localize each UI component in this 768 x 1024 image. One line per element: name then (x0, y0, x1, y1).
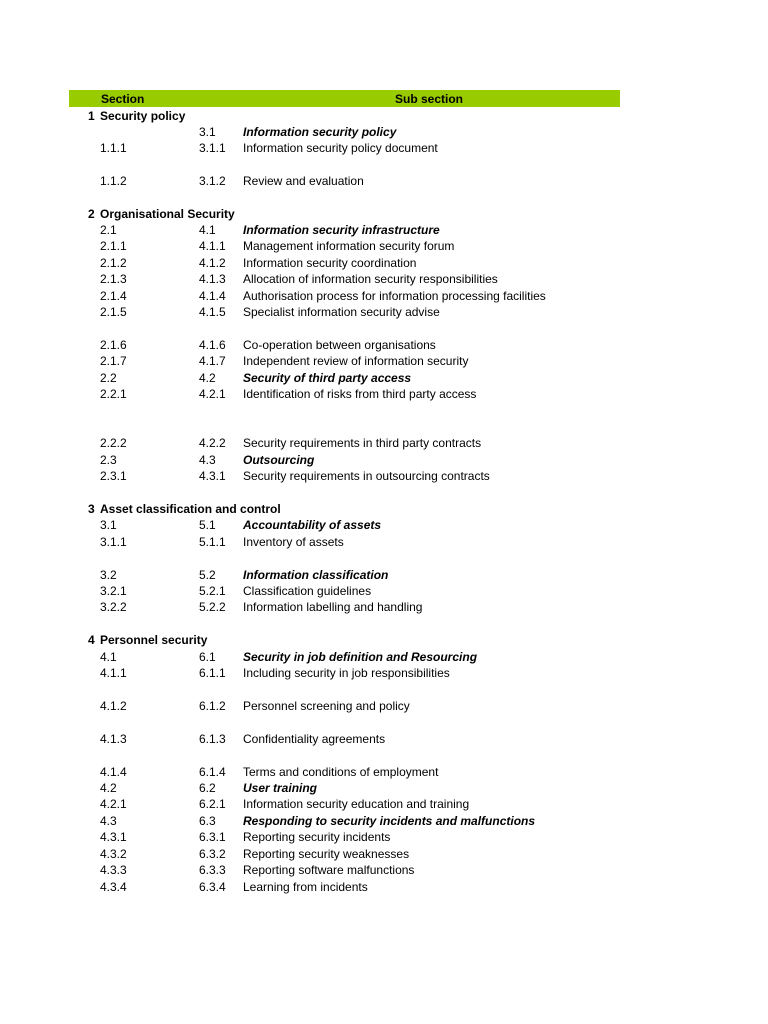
section-code: 2.1.4 (100, 289, 127, 303)
subsection-text: Reporting security incidents (243, 830, 391, 844)
section-code: 3.1.1 (100, 535, 127, 549)
subsection-code: 4.3.1 (199, 469, 226, 483)
subsection-code: 6.3.2 (199, 847, 226, 861)
table-row (0, 847, 768, 863)
subsection-heading-row (0, 223, 768, 239)
subsection-code: 4.1.4 (199, 289, 226, 303)
subsection-code: 5.2.1 (199, 584, 226, 598)
table-row (0, 584, 768, 600)
table-row (0, 830, 768, 846)
section-code: 2.1 (100, 223, 117, 237)
section-group-row (0, 109, 768, 125)
subsection-text: Co-operation between organisations (243, 338, 436, 352)
subsection-code: 4.1.6 (199, 338, 226, 352)
subsection-text: Classification guidelines (243, 584, 372, 598)
section-code: 3.2.1 (100, 584, 127, 598)
table-row (0, 239, 768, 255)
section-code: 2.1.3 (100, 272, 127, 286)
subsection-code: 4.2.1 (199, 387, 226, 401)
section-code: 4.3 (100, 814, 117, 828)
table-row (0, 666, 768, 682)
subsection-code: 4.1.7 (199, 354, 226, 368)
subsection-code: 4.1 (199, 223, 216, 237)
section-code: 2.1.7 (100, 354, 127, 368)
table-row (0, 535, 768, 551)
section-code: 4.3.4 (100, 880, 127, 894)
table-row (0, 797, 768, 813)
subsection-text: Security requirements in third party contracts (243, 436, 482, 450)
subsection-code: 6.1.3 (199, 732, 226, 746)
section-group-row (0, 502, 768, 518)
subsection-heading: Security in job definition and Resourcing (243, 650, 478, 664)
table-row (0, 436, 768, 452)
subsection-text: Reporting software malfunctions (243, 863, 415, 877)
subsection-heading-row (0, 814, 768, 830)
table-row (0, 863, 768, 879)
subsection-text: Management information security forum (243, 239, 455, 253)
section-code: 4.1.3 (100, 732, 127, 746)
section-code: 2.2.2 (100, 436, 127, 450)
subsection-text: Allocation of information security responsibilities (243, 272, 498, 286)
subsection-code: 5.1 (199, 518, 216, 532)
subsection-text: Information security policy document (243, 141, 438, 155)
subsection-code: 4.2 (199, 371, 216, 385)
subsection-text: Terms and conditions of employment (243, 765, 439, 779)
section-code: 4.1.2 (100, 699, 127, 713)
section-code: 4.2.1 (100, 797, 127, 811)
section-title: Personnel security (100, 633, 208, 647)
subsection-column-header: Sub section (395, 92, 464, 106)
subsection-code: 6.1.2 (199, 699, 226, 713)
subsection-code: 6.1.4 (199, 765, 226, 779)
table-row (0, 354, 768, 370)
subsection-heading: Accountability of assets (243, 518, 382, 532)
table-row (0, 305, 768, 321)
table-row (0, 289, 768, 305)
subsection-code: 3.1.2 (199, 174, 226, 188)
subsection-code: 6.2.1 (199, 797, 226, 811)
section-number: 1 (88, 109, 95, 123)
section-code: 3.1 (100, 518, 117, 532)
subsection-code: 5.2.2 (199, 600, 226, 614)
section-group-row (0, 633, 768, 649)
subsection-heading: Security of third party access (243, 371, 412, 385)
subsection-heading-row (0, 371, 768, 387)
section-code: 4.1 (100, 650, 117, 664)
subsection-text: Information labelling and handling (243, 600, 423, 614)
subsection-heading-row (0, 650, 768, 666)
section-code: 1.1.2 (100, 174, 127, 188)
section-group-row (0, 207, 768, 223)
section-code: 2.2.1 (100, 387, 127, 401)
subsection-code: 4.1.3 (199, 272, 226, 286)
table-row (0, 338, 768, 354)
subsection-code: 3.1.1 (199, 141, 226, 155)
subsection-text: Including security in job responsibilities (243, 666, 450, 680)
subsection-text: Information security coordination (243, 256, 417, 270)
subsection-heading-row (0, 453, 768, 469)
subsection-code: 4.1.5 (199, 305, 226, 319)
subsection-heading-row (0, 125, 768, 141)
subsection-heading: User training (243, 781, 318, 795)
subsection-heading-row (0, 568, 768, 584)
subsection-code: 6.1 (199, 650, 216, 664)
section-number: 3 (88, 502, 95, 516)
subsection-text: Identification of risks from third party access (243, 387, 477, 401)
subsection-heading-row (0, 781, 768, 797)
table-row (0, 387, 768, 403)
table-row (0, 600, 768, 616)
subsection-code: 5.1.1 (199, 535, 226, 549)
subsection-code: 4.3 (199, 453, 216, 467)
section-number: 4 (88, 633, 95, 647)
table-row (0, 272, 768, 288)
section-code: 2.1.2 (100, 256, 127, 270)
subsection-code: 5.2 (199, 568, 216, 582)
section-column-header: Section (101, 92, 145, 106)
subsection-heading-row (0, 518, 768, 534)
section-code: 2.1.5 (100, 305, 127, 319)
subsection-text: Specialist information security advise (243, 305, 440, 319)
table-row (0, 469, 768, 485)
table-row (0, 732, 768, 748)
subsection-heading: Information security policy (243, 125, 397, 139)
subsection-code: 6.3.1 (199, 830, 226, 844)
subsection-code: 6.3.3 (199, 863, 226, 877)
section-code: 4.3.1 (100, 830, 127, 844)
section-code: 4.1.1 (100, 666, 127, 680)
table-row (0, 880, 768, 896)
section-code: 2.2 (100, 371, 117, 385)
section-code: 2.3.1 (100, 469, 127, 483)
subsection-text: Confidentiality agreements (243, 732, 386, 746)
section-code: 4.3.2 (100, 847, 127, 861)
subsection-text: Information security education and training (243, 797, 470, 811)
subsection-text: Review and evaluation (243, 174, 364, 188)
subsection-code: 4.1.1 (199, 239, 226, 253)
table-row (0, 765, 768, 781)
subsection-text: Independent review of information security (243, 354, 469, 368)
section-code: 4.2 (100, 781, 117, 795)
section-number: 2 (88, 207, 95, 221)
subsection-code: 6.3.4 (199, 880, 226, 894)
table-row (0, 699, 768, 715)
subsection-code: 4.2.2 (199, 436, 226, 450)
section-title: Asset classification and control (100, 502, 281, 516)
subsection-text: Learning from incidents (243, 880, 368, 894)
section-code: 4.3.3 (100, 863, 127, 877)
section-code: 2.1.6 (100, 338, 127, 352)
subsection-heading: Outsourcing (243, 453, 315, 467)
subsection-heading: Information classification (243, 568, 389, 582)
section-code: 3.2.2 (100, 600, 127, 614)
section-code: 2.1.1 (100, 239, 127, 253)
table-row (0, 256, 768, 272)
subsection-code: 6.1.1 (199, 666, 226, 680)
subsection-code: 4.1.2 (199, 256, 226, 270)
subsection-text: Inventory of assets (243, 535, 344, 549)
subsection-text: Authorisation process for information processing facilities (243, 289, 546, 303)
section-code: 1.1.1 (100, 141, 127, 155)
subsection-code: 6.2 (199, 781, 216, 795)
subsection-code: 6.3 (199, 814, 216, 828)
section-code: 3.2 (100, 568, 117, 582)
section-code: 2.3 (100, 453, 117, 467)
section-title: Security policy (100, 109, 186, 123)
subsection-heading: Responding to security incidents and malfunctions (243, 814, 536, 828)
subsection-heading: Information security infrastructure (243, 223, 440, 237)
subsection-text: Security requirements in outsourcing contracts (243, 469, 490, 483)
section-title: Organisational Security (100, 207, 235, 221)
subsection-text: Personnel screening and policy (243, 699, 410, 713)
table-row (0, 141, 768, 157)
subsection-text: Reporting security weaknesses (243, 847, 410, 861)
table-row (0, 174, 768, 190)
section-code: 4.1.4 (100, 765, 127, 779)
subsection-code: 3.1 (199, 125, 216, 139)
